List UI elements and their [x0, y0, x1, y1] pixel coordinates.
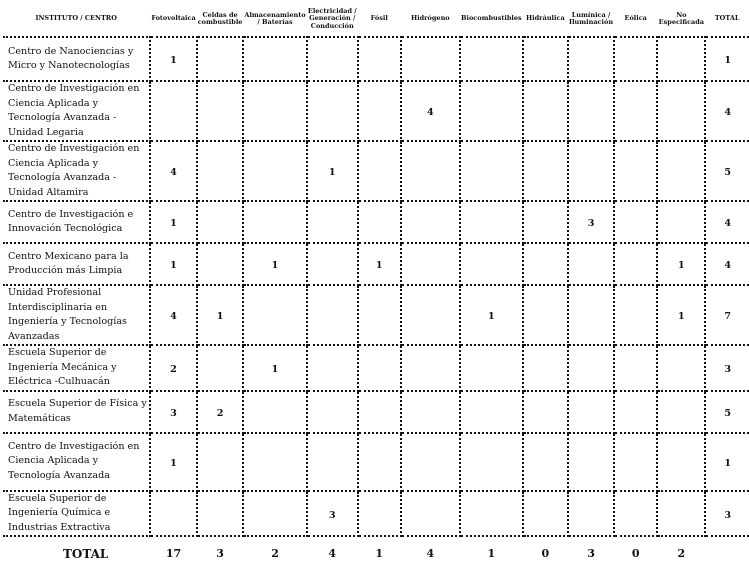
- table-row: [3, 243, 749, 285]
- table-cell: [197, 141, 244, 201]
- table-cell: 4: [150, 141, 196, 201]
- table-cell: [358, 37, 401, 81]
- institute-name: Centro de Investigación e Innovación Tecnológica: [3, 201, 150, 243]
- table-cell: [358, 141, 401, 201]
- table-cell: [307, 391, 358, 433]
- table-row: [3, 81, 749, 141]
- table-cell: 1: [150, 243, 196, 285]
- table-cell: 1: [150, 37, 196, 81]
- table-cell: [401, 141, 460, 201]
- table-cell: 3: [307, 491, 358, 537]
- row-total: 1: [705, 433, 749, 491]
- header-col-photovoltaic: Fotovoltaica: [151, 14, 196, 23]
- institute-name: Escuela Superior de Ingeniería Mecánica y Eléctrica -Culhuacán: [3, 345, 150, 391]
- table-cell: 4: [401, 81, 460, 141]
- table-cell: [657, 433, 705, 491]
- table-cell: [358, 433, 401, 491]
- table-cell: [568, 37, 614, 81]
- header-col-fossil: Fósil: [370, 14, 388, 23]
- table-cell: [150, 81, 196, 141]
- header-col-hydraulic: Hidráulica: [526, 14, 565, 23]
- table-cell: [307, 81, 358, 141]
- table-cell: 1: [358, 243, 401, 285]
- header-col-fuel-cells: Celdas de combustible: [197, 10, 243, 26]
- table-row: [3, 285, 749, 345]
- table-row: [3, 141, 749, 201]
- table-cell: [358, 391, 401, 433]
- row-total: 5: [705, 391, 749, 433]
- table-cell: [523, 243, 568, 285]
- table-cell: [568, 491, 614, 537]
- table-cell: [401, 243, 460, 285]
- table-cell: [523, 37, 568, 81]
- table-cell: [523, 201, 568, 243]
- table-cell: [307, 285, 358, 345]
- table-cell: [614, 285, 657, 345]
- table-row: [3, 391, 749, 433]
- table-cell: [401, 201, 460, 243]
- table-cell: [460, 391, 523, 433]
- row-total: 7: [705, 285, 749, 345]
- table-cell: [150, 491, 196, 537]
- table-cell: [197, 243, 244, 285]
- table-cell: [614, 81, 657, 141]
- institute-name: Centro de Nanociencias y Micro y Nanotecnologías: [3, 37, 150, 81]
- totals-label: TOTAL: [3, 536, 150, 566]
- table-cell: [243, 391, 306, 433]
- table-cell: [614, 37, 657, 81]
- table-cell: [401, 433, 460, 491]
- table-cell: 1: [243, 345, 306, 391]
- table-cell: [358, 491, 401, 537]
- table-cell: [307, 37, 358, 81]
- table-cell: [460, 141, 523, 201]
- table-cell: [401, 391, 460, 433]
- column-total: 2: [657, 536, 705, 566]
- table-cell: [568, 243, 614, 285]
- table-cell: [568, 141, 614, 201]
- table-cell: [243, 285, 306, 345]
- table-cell: 2: [197, 391, 244, 433]
- table-cell: [358, 81, 401, 141]
- table-cell: [657, 201, 705, 243]
- table-cell: [460, 345, 523, 391]
- table-row: [3, 433, 749, 491]
- table-cell: [614, 491, 657, 537]
- column-total: 4: [307, 536, 358, 566]
- header-col-storage: Almacenamiento / Baterías: [244, 10, 306, 26]
- header-col-electricity: Electricidad / Generación / Conducción: [307, 6, 357, 30]
- table-cell: [401, 345, 460, 391]
- table-cell: 3: [568, 201, 614, 243]
- table-cell: [523, 81, 568, 141]
- table-cell: [568, 433, 614, 491]
- table-cell: [657, 141, 705, 201]
- column-total: 3: [568, 536, 614, 566]
- table-cell: [197, 433, 244, 491]
- institute-name: Centro Mexicano para la Producción más Limpia: [3, 243, 150, 285]
- table-cell: [243, 491, 306, 537]
- table-cell: [614, 243, 657, 285]
- table-cell: 1: [150, 201, 196, 243]
- row-total: 3: [705, 345, 749, 391]
- table-cell: [460, 201, 523, 243]
- table-row: [3, 345, 749, 391]
- row-total: 4: [705, 81, 749, 141]
- header-col-lighting: Lumínica / Iluminación: [569, 10, 614, 26]
- table-cell: 1: [460, 285, 523, 345]
- column-total: 2: [243, 536, 306, 566]
- table-cell: [197, 37, 244, 81]
- table-row: [3, 37, 749, 81]
- table-cell: [401, 285, 460, 345]
- table-cell: 1: [150, 433, 196, 491]
- table-cell: [197, 491, 244, 537]
- table-cell: [568, 345, 614, 391]
- header-col-unspecified: No Especificada: [658, 10, 705, 26]
- table-cell: [614, 345, 657, 391]
- row-total: 3: [705, 491, 749, 537]
- table-cell: [243, 433, 306, 491]
- table-cell: [523, 433, 568, 491]
- table-cell: [358, 285, 401, 345]
- table-cell: [197, 81, 244, 141]
- table-cell: [460, 81, 523, 141]
- table-cell: 1: [657, 285, 705, 345]
- column-total: 3: [197, 536, 244, 566]
- table-cell: [523, 141, 568, 201]
- table-row: [3, 491, 749, 537]
- table-cell: 2: [150, 345, 196, 391]
- institute-name: Centro de Investigación en Ciencia Aplicada y Tecnología Avanzada - Unidad Legaria: [3, 81, 150, 141]
- table-cell: [358, 201, 401, 243]
- column-total: 17: [150, 536, 196, 566]
- table-cell: [460, 491, 523, 537]
- patents-table: [3, 2, 749, 566]
- table-cell: [657, 391, 705, 433]
- institute-name: Unidad Profesional Interdisciplinaria en Ingeniería y Tecnologías Avanzadas: [3, 285, 150, 345]
- table-cell: [614, 201, 657, 243]
- row-total: 1: [705, 37, 749, 81]
- table-cell: [460, 433, 523, 491]
- table-cell: [523, 391, 568, 433]
- table-cell: [657, 81, 705, 141]
- table-cell: [657, 345, 705, 391]
- header-row: [3, 2, 749, 37]
- header-col-hydrogen: Hidrógeno: [410, 14, 450, 23]
- table-cell: [401, 491, 460, 537]
- table-cell: [614, 433, 657, 491]
- column-total: 0: [523, 536, 568, 566]
- table-cell: [307, 201, 358, 243]
- header-total: TOTAL: [714, 14, 740, 23]
- column-total: 1: [460, 536, 523, 566]
- table-row: [3, 201, 749, 243]
- table-cell: [614, 391, 657, 433]
- column-total: 1: [358, 536, 401, 566]
- table-cell: 1: [197, 285, 244, 345]
- table-cell: [243, 37, 306, 81]
- table-cell: [197, 345, 244, 391]
- column-total: 4: [401, 536, 460, 566]
- header-institute: INSTITUTO / CENTRO: [35, 14, 117, 23]
- header-col-wind: Eólica: [624, 14, 647, 23]
- table-cell: [568, 81, 614, 141]
- table-cell: [358, 345, 401, 391]
- grand-total-empty: [705, 536, 749, 566]
- table-cell: [568, 391, 614, 433]
- row-total: 5: [705, 141, 749, 201]
- table-cell: [307, 433, 358, 491]
- row-total: 4: [705, 243, 749, 285]
- institute-name: Escuela Superior de Ingeniería Química e Industrias Extractiva: [3, 491, 150, 537]
- table-cell: [460, 37, 523, 81]
- table-cell: [243, 201, 306, 243]
- table-cell: 1: [243, 243, 306, 285]
- table-cell: [460, 243, 523, 285]
- table-cell: [197, 201, 244, 243]
- table-cell: [307, 243, 358, 285]
- institute-name: Escuela Superior de Física y Matemáticas: [3, 391, 150, 433]
- institute-name: Centro de Investigación en Ciencia Aplicada y Tecnología Avanzada - Unidad Altamira: [3, 141, 150, 201]
- row-total: 4: [705, 201, 749, 243]
- column-total: 0: [614, 536, 657, 566]
- table-cell: [657, 491, 705, 537]
- table-cell: [523, 491, 568, 537]
- table-cell: 1: [657, 243, 705, 285]
- table-cell: [401, 37, 460, 81]
- table-cell: [307, 345, 358, 391]
- totals-row: [3, 536, 749, 566]
- institute-name: Centro de Investigación en Ciencia Aplicada y Tecnología Avanzada: [3, 433, 150, 491]
- table-cell: 1: [307, 141, 358, 201]
- table-cell: [568, 285, 614, 345]
- table-cell: [614, 141, 657, 201]
- header-col-biofuels: Biocombustibles: [461, 14, 522, 23]
- table-cell: [657, 37, 705, 81]
- table-cell: [523, 285, 568, 345]
- table-cell: 4: [150, 285, 196, 345]
- table-cell: 3: [150, 391, 196, 433]
- table-cell: [243, 141, 306, 201]
- table-cell: [243, 81, 306, 141]
- table-cell: [523, 345, 568, 391]
